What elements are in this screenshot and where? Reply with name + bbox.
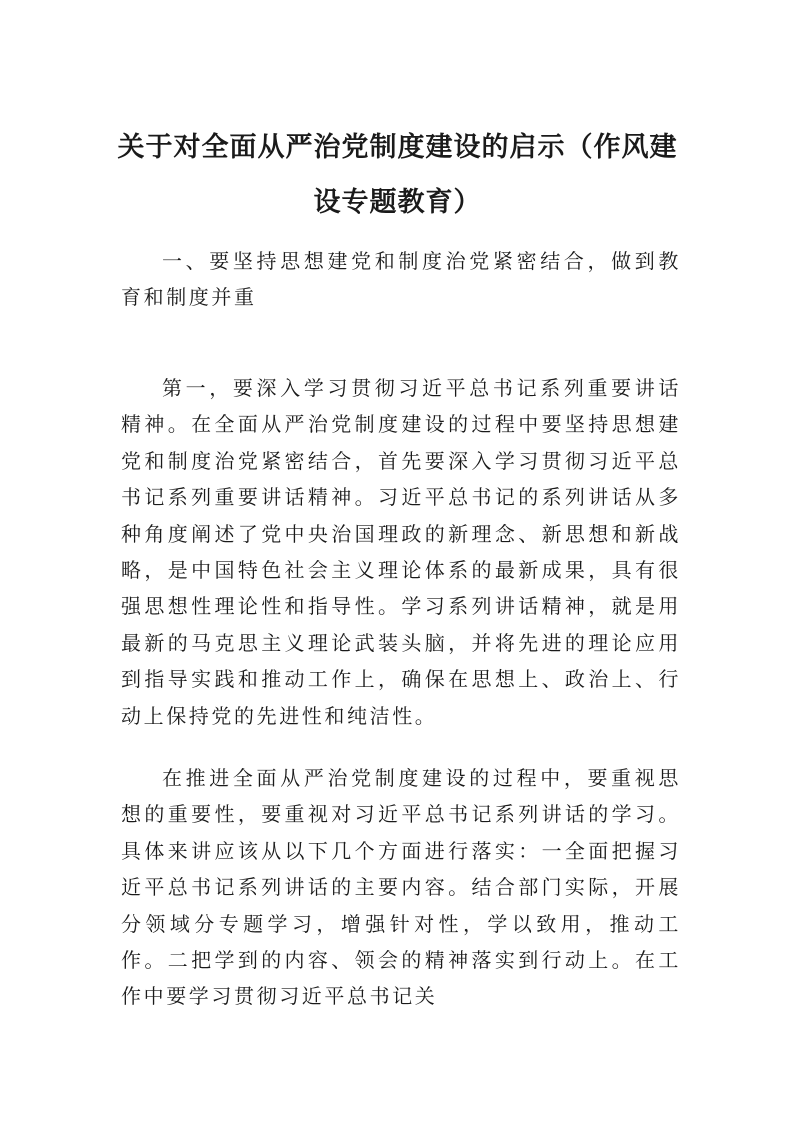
paragraph-1: 第一，要深入学习贯彻习近平总书记系列重要讲话精神。在全面从严治党制度建设的过程中要坚持思想建党和制度治党紧密结合，首先要深入学习贯彻习近平总书记系列重要讲话精神。习近平总书记的系列讲话从多种角度阐述了党中央治国理政的新理念、新思想和新战略，是中国特色社会主义理论体系的最新成果，具有很强思想性理论性和指导性。学习系列讲话精神，就是用最新的马克思主义理论武装头脑，并将先进的理论应用到指导实践和推动工作上，确保在思想上、政治上、行动上保持党的先进性和纯洁性。 xyxy=(121,376,681,728)
document-title: 关于对全面从严治党制度建设的启示（作风建设专题教育） xyxy=(117,132,678,218)
section-heading: 一、要坚持思想建党和制度治党紧密结合，做到教育和制度并重 xyxy=(121,249,681,310)
paragraph-2: 在推进全面从严治党制度建设的过程中，要重视思想的重要性，要重视对习近平总书记系列讲话的学习。具体来讲应该从以下几个方面进行落实：一全面把握习近平总书记系列讲话的主要内容。结合部门实际，开展分领域分专题学习，增强针对性，学以致用，推动工作。二把学到的内容、领会的精神落实到行动上。在工作中要学习贯彻习近平总书记关 xyxy=(121,766,681,1009)
